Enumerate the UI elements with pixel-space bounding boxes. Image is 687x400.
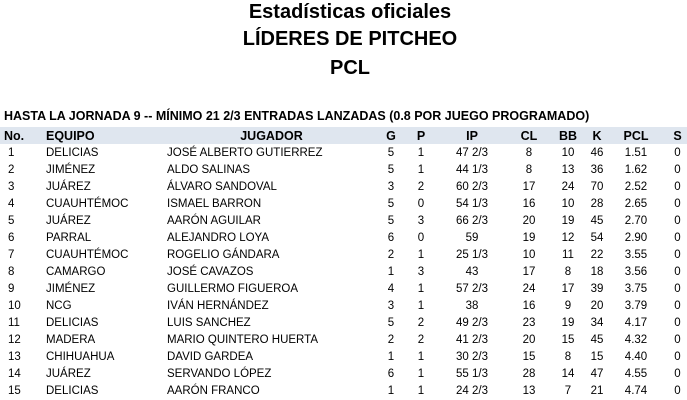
table-row [0, 331, 687, 348]
cell-equipo: JIMÉNEZ [46, 282, 96, 295]
cell-k: 28 [590, 197, 604, 210]
cell-jugador: ALDO SALINAS [167, 163, 251, 176]
cell-s: 0 [674, 146, 681, 159]
cell-p: 3 [417, 265, 425, 278]
cell-equipo: NCG [46, 299, 72, 312]
cell-g: 2 [387, 333, 395, 346]
cell-k: 45 [590, 214, 604, 227]
cell-bb: 11 [562, 248, 574, 261]
cell-jugador: DAVID GARDEA [167, 350, 254, 363]
cell-pcl: 1.62 [624, 163, 648, 176]
cell-equipo: CAMARGO [46, 265, 106, 278]
table-row [0, 195, 687, 212]
col-header-cl: CL [520, 128, 538, 143]
table-subtitle: HASTA LA JORNADA 9 -- MÍNIMO 21 2/3 ENTRADAS LANZADAS (0.8 POR JUEGO PROGRAMADO) [4, 109, 590, 123]
cell-no: 9 [8, 282, 15, 295]
cell-s: 0 [674, 265, 681, 278]
cell-cl: 10 [522, 248, 536, 261]
cell-bb: 14 [561, 367, 575, 380]
cell-p: 1 [417, 299, 425, 312]
cell-cl: 17 [522, 180, 536, 193]
cell-ip: 47 2/3 [456, 146, 488, 159]
cell-cl: 20 [522, 333, 536, 346]
cell-pcl: 2.65 [624, 197, 648, 210]
cell-jugador: AARÓN FRANCO [167, 384, 260, 397]
cell-pcl: 4.55 [624, 367, 648, 380]
cell-jugador: JOSÉ ALBERTO GUTIERREZ [167, 146, 323, 159]
cell-s: 0 [674, 282, 681, 295]
cell-jugador: MARIO QUINTERO HUERTA [167, 333, 318, 346]
cell-s: 0 [674, 316, 681, 329]
cell-cl: 8 [525, 146, 533, 159]
table-row [0, 161, 687, 178]
cell-no: 4 [8, 197, 15, 210]
cell-jugador: ISMAEL BARRON [167, 197, 262, 210]
cell-equipo: CUAUHTÉMOC [46, 248, 129, 261]
cell-bb: 19 [561, 316, 575, 329]
cell-p: 0 [417, 231, 425, 244]
col-header-no: No. [4, 128, 25, 143]
cell-no: 3 [8, 180, 15, 193]
cell-pcl: 2.52 [624, 180, 648, 193]
cell-p: 1 [417, 384, 425, 397]
cell-jugador: GUILLERMO FIGUEROA [167, 282, 298, 295]
col-header-s: S [673, 128, 682, 143]
cell-k: 45 [590, 333, 604, 346]
cell-equipo: MADERA [46, 333, 96, 346]
cell-no: 14 [8, 367, 21, 380]
table-row [0, 178, 687, 195]
title-lideres: LÍDERES DE PITCHEO [242, 28, 458, 50]
cell-equipo: DELICIAS [46, 384, 99, 397]
col-header-p: P [416, 128, 426, 143]
col-header-g: G [386, 128, 396, 143]
cell-equipo: DELICIAS [46, 146, 99, 159]
cell-g: 6 [387, 367, 395, 380]
cell-ip: 54 1/3 [456, 197, 488, 210]
title-estadisticas: Estadísticas oficiales [248, 1, 452, 23]
cell-cl: 24 [522, 282, 536, 295]
cell-ip: 60 2/3 [456, 180, 488, 193]
cell-s: 0 [674, 197, 681, 210]
cell-cl: 19 [522, 231, 536, 244]
cell-bb: 15 [561, 333, 575, 346]
cell-p: 1 [417, 163, 425, 176]
cell-ip: 59 [465, 231, 479, 244]
cell-cl: 8 [525, 163, 533, 176]
table-row [0, 382, 687, 399]
table-row [0, 229, 687, 246]
cell-bb: 12 [561, 231, 575, 244]
cell-pcl: 3.56 [624, 265, 648, 278]
cell-equipo: JIMÉNEZ [46, 163, 96, 176]
col-header-k: K [592, 128, 602, 143]
cell-ip: 49 2/3 [456, 316, 488, 329]
cell-no: 13 [8, 350, 21, 363]
cell-p: 2 [417, 316, 425, 329]
title-pcl: PCL [330, 57, 370, 79]
cell-g: 5 [387, 214, 395, 227]
cell-no: 8 [8, 265, 15, 278]
cell-bb: 10 [561, 146, 575, 159]
cell-equipo: DELICIAS [46, 316, 99, 329]
cell-k: 54 [590, 231, 604, 244]
cell-no: 11 [8, 316, 20, 329]
cell-p: 3 [417, 214, 425, 227]
cell-no: 7 [8, 248, 15, 261]
cell-g: 2 [387, 248, 395, 261]
cell-jugador: SERVANDO LÓPEZ [167, 367, 272, 380]
cell-pcl: 4.32 [624, 333, 648, 346]
cell-bb: 19 [561, 214, 575, 227]
cell-ip: 55 1/3 [456, 367, 488, 380]
cell-k: 39 [590, 282, 604, 295]
cell-g: 5 [387, 163, 395, 176]
cell-s: 0 [674, 214, 681, 227]
cell-bb: 8 [564, 350, 572, 363]
cell-ip: 57 2/3 [456, 282, 488, 295]
cell-s: 0 [674, 248, 681, 261]
cell-no: 15 [8, 384, 21, 397]
cell-ip: 25 1/3 [456, 248, 488, 261]
cell-k: 15 [590, 350, 604, 363]
cell-g: 5 [387, 316, 395, 329]
table-body [0, 144, 687, 399]
cell-p: 1 [417, 350, 425, 363]
table-row [0, 348, 687, 365]
cell-k: 21 [590, 384, 604, 397]
cell-pcl: 4.17 [624, 316, 648, 329]
table-row [0, 297, 687, 314]
cell-bb: 8 [564, 265, 572, 278]
cell-k: 70 [590, 180, 604, 193]
cell-equipo: JUÁREZ [46, 367, 91, 380]
cell-cl: 16 [522, 197, 536, 210]
cell-jugador: LUIS SANCHEZ [167, 316, 251, 329]
cell-cl: 23 [522, 316, 536, 329]
cell-jugador: IVÁN HERNÁNDEZ [167, 299, 269, 312]
cell-g: 3 [387, 299, 395, 312]
cell-g: 6 [387, 231, 395, 244]
cell-k: 22 [590, 248, 604, 261]
cell-no: 12 [8, 333, 21, 346]
col-header-bb: BB [558, 128, 578, 143]
cell-equipo: JUÁREZ [46, 180, 91, 193]
cell-bb: 9 [564, 299, 572, 312]
table-row [0, 280, 687, 297]
cell-jugador: JOSÉ CAVAZOS [167, 265, 254, 278]
cell-pcl: 2.70 [624, 214, 648, 227]
cell-ip: 66 2/3 [456, 214, 488, 227]
cell-ip: 44 1/3 [456, 163, 488, 176]
cell-p: 1 [417, 282, 425, 295]
cell-k: 20 [590, 299, 604, 312]
cell-s: 0 [674, 350, 681, 363]
table-row [0, 263, 687, 280]
cell-g: 1 [387, 384, 395, 397]
cell-no: 10 [8, 299, 21, 312]
cell-equipo: PARRAL [46, 231, 92, 244]
cell-s: 0 [674, 333, 681, 346]
cell-g: 4 [387, 282, 395, 295]
cell-pcl: 3.55 [624, 248, 648, 261]
cell-k: 46 [590, 146, 604, 159]
cell-s: 0 [674, 367, 681, 380]
cell-jugador: AARÓN AGUILAR [167, 214, 261, 227]
pitching-leaders-table [0, 127, 687, 399]
cell-pcl: 3.79 [624, 299, 648, 312]
cell-p: 2 [417, 180, 425, 193]
cell-g: 1 [387, 350, 395, 363]
cell-p: 2 [417, 333, 425, 346]
cell-s: 0 [674, 384, 681, 397]
table-header-row [0, 127, 687, 144]
col-header-ip: IP [466, 128, 478, 143]
table-row [0, 144, 687, 161]
col-header-equipo: EQUIPO [46, 128, 95, 143]
cell-k: 36 [590, 163, 604, 176]
cell-bb: 7 [564, 384, 572, 397]
cell-ip: 38 [465, 299, 479, 312]
cell-s: 0 [674, 163, 681, 176]
cell-g: 3 [387, 180, 395, 193]
cell-s: 0 [674, 180, 681, 193]
table-row [0, 314, 687, 331]
cell-ip: 24 2/3 [456, 384, 488, 397]
cell-pcl: 1.51 [624, 146, 648, 159]
cell-cl: 15 [522, 350, 536, 363]
cell-pcl: 4.74 [624, 384, 648, 397]
cell-no: 5 [8, 214, 15, 227]
cell-p: 1 [417, 248, 425, 261]
col-header-pcl: PCL [623, 128, 649, 143]
cell-bb: 24 [561, 180, 575, 193]
cell-pcl: 2.90 [624, 231, 648, 244]
cell-no: 1 [8, 146, 15, 159]
cell-cl: 20 [522, 214, 536, 227]
cell-k: 47 [590, 367, 604, 380]
cell-jugador: ALEJANDRO LOYA [167, 231, 270, 244]
table-row [0, 246, 687, 263]
cell-g: 5 [387, 197, 395, 210]
cell-cl: 17 [522, 265, 536, 278]
cell-cl: 28 [522, 367, 536, 380]
cell-jugador: ÁLVARO SANDOVAL [167, 180, 277, 193]
cell-ip: 41 2/3 [456, 333, 488, 346]
cell-g: 1 [387, 265, 395, 278]
cell-no: 6 [8, 231, 15, 244]
cell-s: 0 [674, 231, 681, 244]
cell-p: 1 [417, 367, 425, 380]
cell-cl: 13 [522, 384, 536, 397]
cell-jugador: ROGELIO GÁNDARA [167, 248, 280, 261]
cell-equipo: CHIHUAHUA [46, 350, 115, 363]
cell-equipo: JUÁREZ [46, 214, 91, 227]
cell-bb: 13 [561, 163, 575, 176]
cell-equipo: CUAUHTÉMOC [46, 197, 129, 210]
cell-pcl: 4.40 [624, 350, 648, 363]
col-header-jugador: JUGADOR [240, 128, 303, 143]
cell-s: 0 [674, 299, 681, 312]
cell-bb: 10 [561, 197, 575, 210]
table-row [0, 212, 687, 229]
cell-ip: 43 [465, 265, 479, 278]
cell-k: 18 [590, 265, 604, 278]
cell-no: 2 [8, 163, 15, 176]
cell-bb: 17 [561, 282, 575, 295]
table-row [0, 365, 687, 382]
cell-k: 34 [590, 316, 604, 329]
cell-cl: 16 [522, 299, 536, 312]
cell-p: 0 [417, 197, 425, 210]
cell-g: 5 [387, 146, 395, 159]
cell-p: 1 [417, 146, 425, 159]
cell-pcl: 3.75 [624, 282, 648, 295]
cell-ip: 30 2/3 [456, 350, 488, 363]
